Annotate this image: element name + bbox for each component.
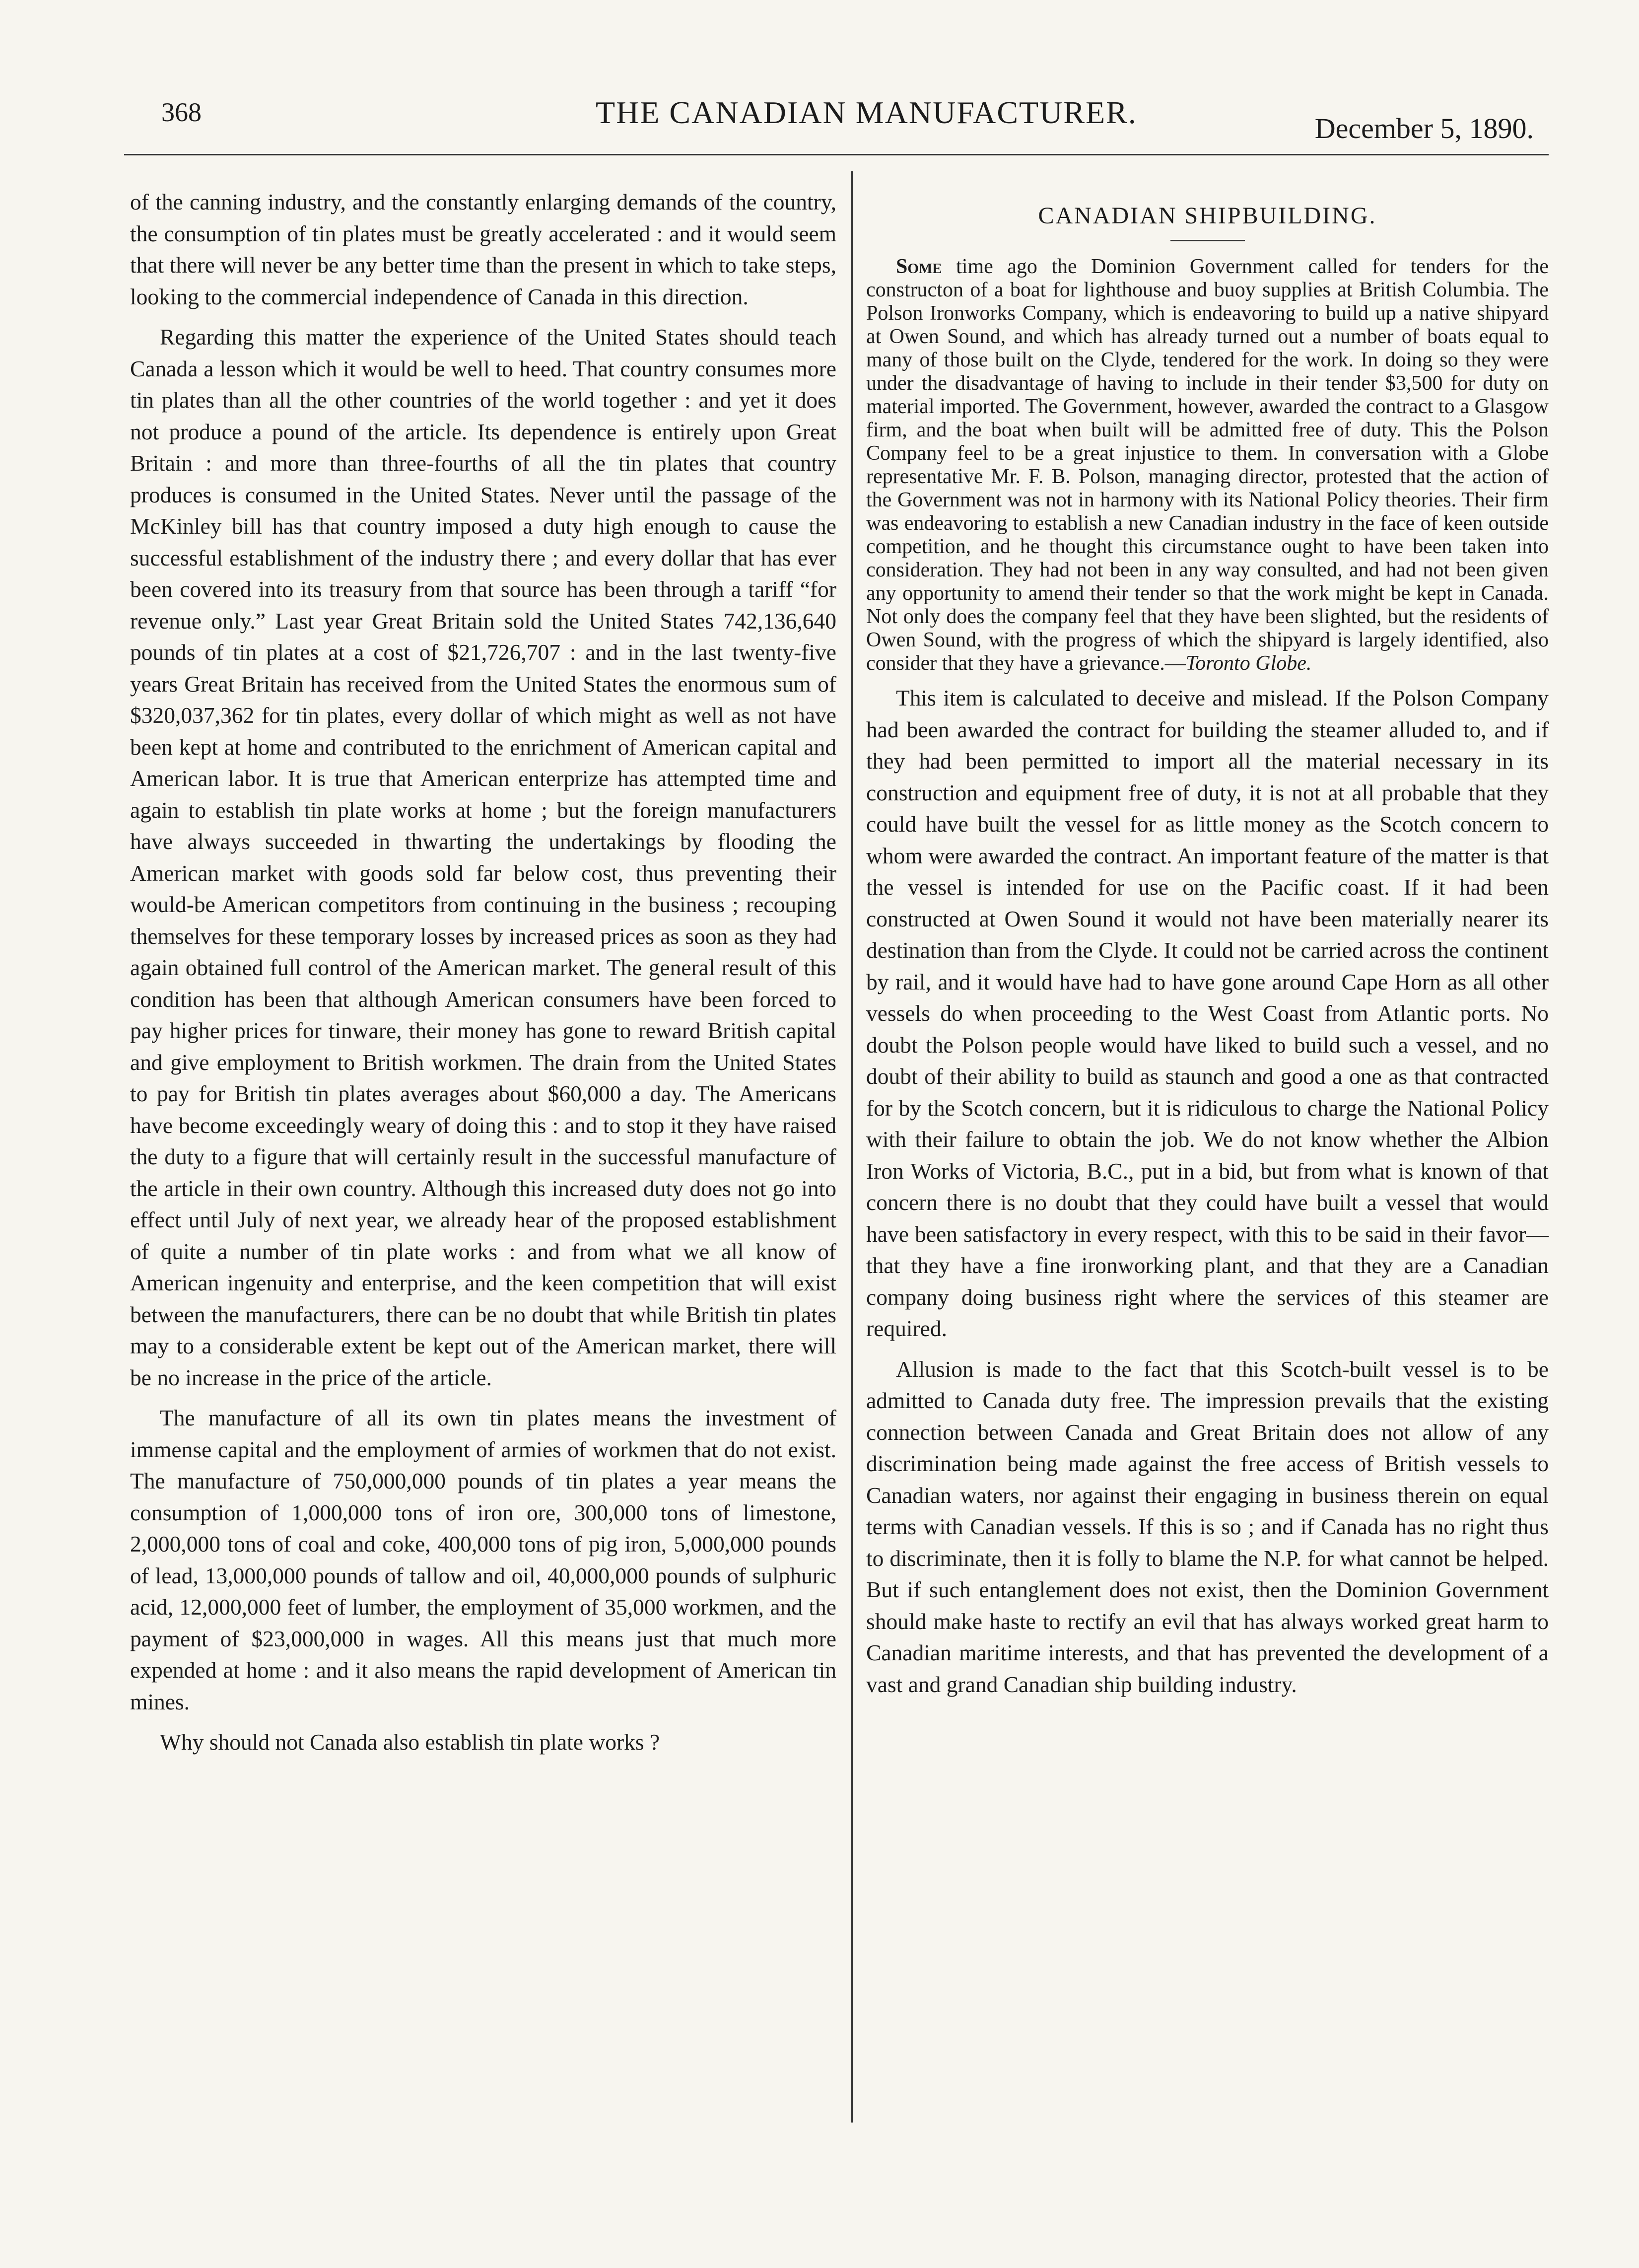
section-title: CANADIAN SHIPBUILDING. [1038,203,1377,229]
article-paragraph: This item is calculated to deceive and mislead. If the Polson Company had been awarded the contract for building the steamer alluded to, and if they had been permitted to import all the material necessary in its construction and equipment free of duty, it is not at all probable that they could have built the vessel for as little money as the Scotch concern to whom were awarded the contract. An important feature of the matter is that the vessel is intended for use on the Pacific coast. If it had been constructed at Owen Sound it would not have been materially nearer its destination than from the Clyde. It could not be carried across the continent by rail, and it would have had to have gone around Cape Horn as all other vessels do when proceeding to the West Coast from Atlantic ports. No doubt the Polson people would have liked to build such a vessel, and no doubt of their ability to build as staunch and good a one as that contracted for by the Scotch concern, but it is ridiculous to charge the National Policy with their failure to obtain the job. We do not know whether the Albion Iron Works of Victoria, B.C., put in a bid, but from what is known of that concern there is no doubt that they could have built a vessel that would have been satisfactory in every respect, with this to be said in their favor—that they have a fine ironworking plant, and that they are a Canadian company doing business right where the services of this steamer are required. [866,685,1549,1341]
publication-title: THE CANADIAN MANUFACTURER. [596,95,1137,130]
left-column [130,186,836,1767]
article-paragraph: Allusion is made to the fact that this Scotch-built vessel is to be admitted to Canada duty free. The impression prevails that the existing connection between Canada and Great Britain does not allow of any discrimination being made against the free access of British vessels to Canadian waters, nor against their engaging in business therein on equal terms with Canadian vessels. If this is so ; and if Canada has no right thus to discriminate, then it is folly to blame the N.P. for what cannot be helped. But if such entanglement does not exist, then the Dominion Government should make haste to rectify an evil that has always worked great harm to Canadian maritime interests, and that has prevented the development of a vast and grand Canadian ship building industry. [866,1356,1549,1697]
column-divider [851,171,853,2123]
page-header [124,92,1549,146]
header-rule [124,154,1549,155]
quote-body: time ago the Dominion Government called for tenders for the constructon of a boat for lighthouse and buoy supplies at British Columbia. The Polson Ironworks Company, which is endeavoring to build up a native shipyard at Owen Sound, and which has already turned out a number of boats equal to many of those built on the Clyde, tendered for the work. In doing so they were under the disadvantage of having to include in their tender $3,500 for duty on material imported. The Government, however, awarded the contract to a Glasgow firm, and the boat when built will be admitted free of duty. This the Polson Company feel to be a great injustice to them. In conversation with a Globe representative Mr. F. B. Polson, managing director, protested that the action of the Government was not in harmony with its National Policy theories. Their firm was endeavoring to establish a new Canadian industry in the face of keen outside competition, and he thought this circumstance ought to have been taken into consideration. They had not been in any way consulted, and had not been given any opportunity to amend their tender so that the work might be kept in Canada. Not only does the company feel that they have been slighted, but the residents of Owen Sound, with the progress of which the shipyard is largely identified, also consider that they have a grievance.— [866,255,1549,675]
quoted-news-item [866,255,1549,675]
article-paragraph: The manufacture of all its own tin plates means the investment of immense capital and the employment of armies of workmen that do not exist. The manufacture of 750,000,000 pounds of tin plates a year means the consumption of 1,000,000 tons of iron ore, 300,000 tons of limestone, 2,000,000 tons of coal and coke, 400,000 tons of pig iron, 5,000,000 pounds of lead, 13,000,000 pounds of tallow and oil, 40,000,000 pounds of sulphuric acid, 12,000,000 feet of lumber, the employment of 35,000 workmen, and the payment of $23,000,000 in wages. All this means just that much more expended at home : and it also means the rapid development of American tin mines. [130,1405,836,1714]
article-paragraph: Regarding this matter the experience of the United States should teach Canada a lesson which it would be well to heed. That country consumes more tin plates than all the other countries of the world together : and yet it does not produce a pound of the article. Its dependence is entirely upon Great Britain : and more than three-fourths of all the tin plates that country produces is consumed in the United States. Never until the passage of the McKinley bill has that country imposed a duty high enough to cause the successful establishment of the industry there ; and every dollar that has ever been covered into its treasury from that source has been through a tariff “for revenue only.” Last year Great Britain sold the United States 742,136,640 pounds of tin plates at a cost of $21,726,707 : and in the last twenty-five years Great Britain has received from the United States the enormous sum of $320,037,362 for tin plates, every dollar of which might as well as not have been kept at home and contributed to the enrichment of American capital and American labor. It is true that American enterprize has attempted time and again to establish tin plate works at home ; but the foreign manufacturers have always succeeded in thwarting the undertakings by flooding the American market with goods sold far below cost, thus preventing their would-be American competitors from continuing in the business ; recouping themselves for these temporary losses by increased prices as soon as they had again obtained full control of the American market. The general result of this condition has been that although American consumers have been forced to pay higher prices for tinware, their money has gone to reward British capital and give employment to British workmen. The drain from the United States to pay for British tin plates averages about $60,000 a day. The Americans have become exceedingly weary of doing this : and to stop it they have raised the duty to a figure that will certainly result in the successful manufacture of the article in their own country. Although this increased duty does not go into effect until July of next year, we already hear of the proposed establishment of quite a number of tin plate works : and from what we all know of American ingenuity and enterprise, and the keen competition that will exist between the manufacturers, there can be no doubt that while British tin plates may to a considerable extent be kept out of the American market, there will be no increase in the price of the article. [130,324,836,1390]
issue-date: December 5, 1890. [1314,112,1534,144]
article-closing-question: Why should not Canada also establish tin plate works ? [160,1729,660,1755]
page-number: 368 [161,97,202,127]
right-column [866,186,1549,1709]
quote-source: Toronto Globe. [1185,652,1312,675]
title-rule [1170,240,1245,241]
article-paragraph: of the canning industry, and the constantly enlarging demands of the country, the consumption of tin plates must be greatly accelerated : and it would seem that there will never be any better time than the present in which to take steps, looking to the commercial independence of Canada in this direction. [130,189,836,309]
quote-lead-word: Some [896,255,942,278]
